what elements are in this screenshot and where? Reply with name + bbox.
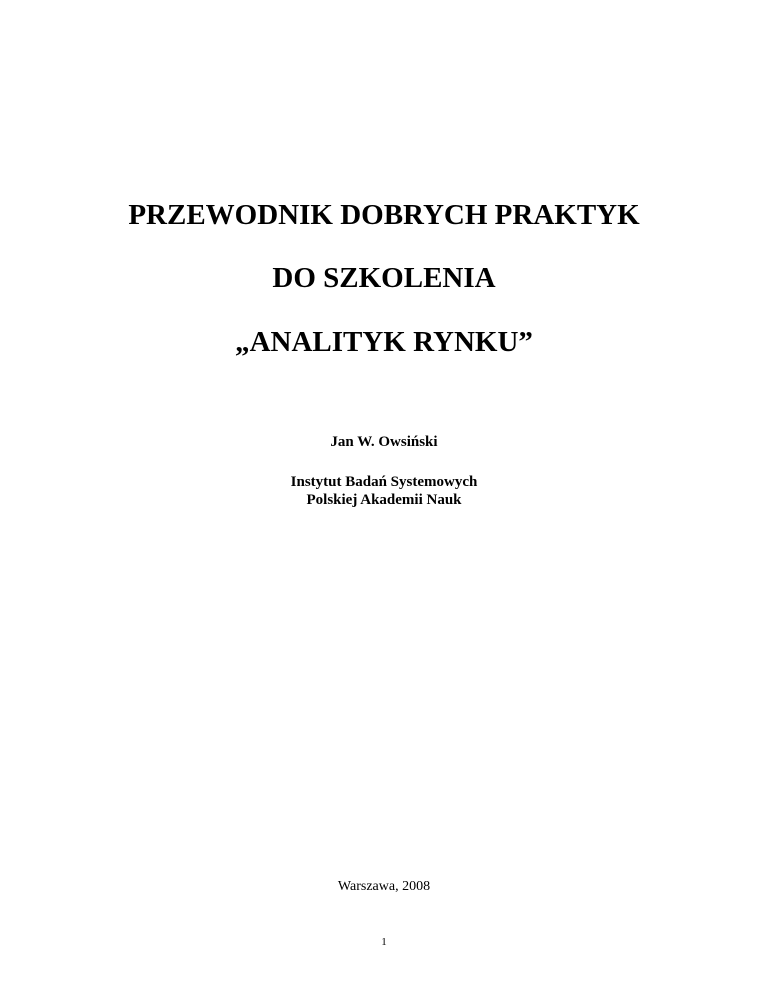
title-line-3: „ANALITYK RYNKU” xyxy=(235,326,533,358)
institution-line-2: Polskiej Akademii Nauk xyxy=(306,492,462,508)
author-name: Jan W. Owsiński xyxy=(330,434,438,450)
institution-line-1: Instytut Badań Systemowych xyxy=(290,474,478,490)
place-and-date: Warszawa, 2008 xyxy=(337,879,431,894)
page-number: 1 xyxy=(381,936,387,948)
title-line-2: DO SZKOLENIA xyxy=(272,262,496,294)
title-line-1: PRZEWODNIK DOBRYCH PRAKTYK xyxy=(128,199,640,231)
